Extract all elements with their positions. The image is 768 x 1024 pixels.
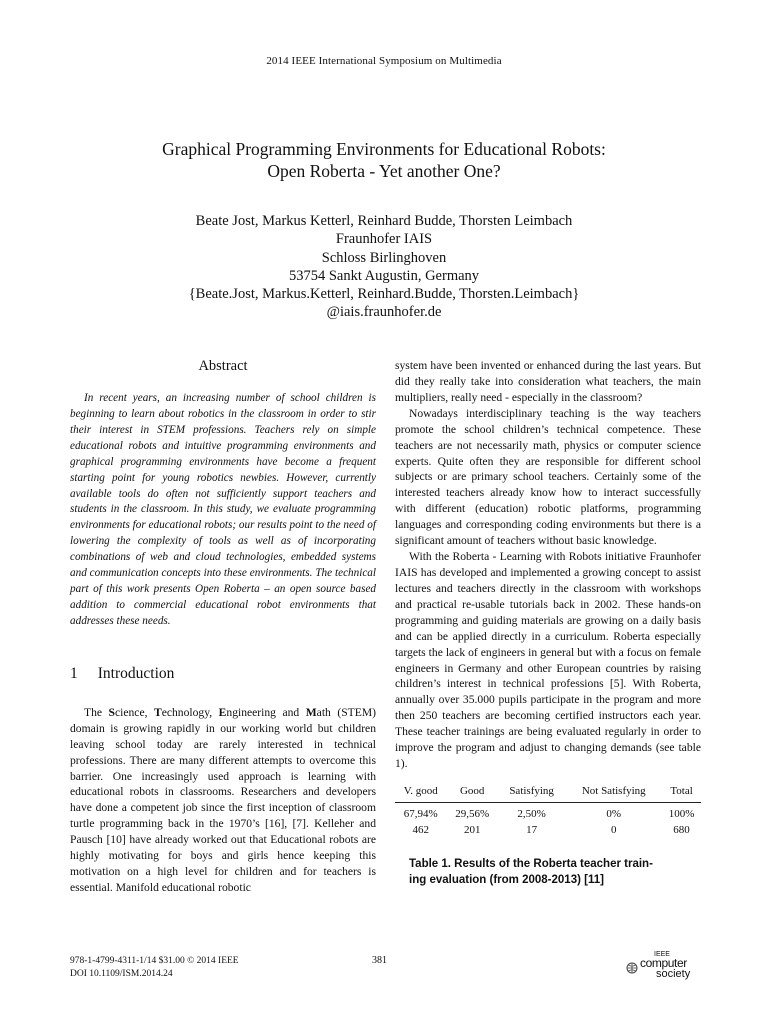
table-header-cell: Not Satisfying <box>581 784 646 797</box>
title-line-1: Graphical Programming Environments for Educational Robots: <box>162 139 606 159</box>
footer-isbn: 978-1-4799-4311-1/14 $31.00 © 2014 IEEE <box>70 956 239 966</box>
logo-globe-icon <box>626 962 638 974</box>
table-cell: 17 <box>526 823 538 836</box>
page-number: 381 <box>372 955 387 966</box>
address-line-1: Schloss Birlinghoven <box>321 249 447 266</box>
conference-header: 2014 IEEE International Symposium on Multimedia <box>266 55 502 67</box>
paragraph-roberta: With the Roberta - Learning with Robots initiative Fraunhofer IAIS has developed and implemented a growing concept to assist lectures and teachers directly in the classroom with workshops and practical re-usable tutorials back in 2002. These hands-on programming and guiding materials are growing on a daily basis and can be applied directly in a curriculum. Roberta especially targets the lack of engineers in general but with a focus on female engineers in Germany and other European countries by raising children’s interest in technical professions [5]. With Roberta, annually over 35.000 pupils participate in the program and more then 250 teachers are becoming certified instructors each year. These teacher trainings are being evaluated regularly in order to improve the program and adjust to changing demands (see table 1). <box>395 550 701 771</box>
footer-doi: DOI 10.1109/ISM.2014.24 <box>70 969 173 979</box>
paragraph-continued: system have been invented or enhanced during the last years. But did they really take into consideration what teachers, the main multipliers, really need - especially in the classroom? <box>395 359 701 404</box>
section-title: Introduction <box>97 664 175 682</box>
table-cell: 0 <box>611 823 617 836</box>
table-header-cell: Total <box>670 784 693 797</box>
table-header-cell: V. good <box>403 784 438 797</box>
abstract-text: In recent years, an increasing number of school children is beginning to learn about robotics in the classroom in order to stir their interest in STEM professions. Teachers rely on simple educational robots and intuitive programming environments and graphical programming environments have become a frequent starting point for young robotics newbies. However, currently available tools do often not sufficiently support teachers and students in the classroom. In this study, we evaluate programming environments for educational robots; our results point to the need of lowering the complexity of tools as well as of incorporating combinations of web and cloud technologies, embedded systems and communication concepts into these environments. The technical part of this work presents Open Roberta – an open source based addition to commercial educational robot environments that addresses these needs. <box>70 392 376 627</box>
address-line-2: 53754 Sankt Augustin, Germany <box>288 267 480 284</box>
introduction-heading <box>70 665 376 683</box>
footer-copyright <box>70 955 239 981</box>
table-row <box>395 802 701 822</box>
table-cell: 680 <box>673 823 690 836</box>
table-cell: 0% <box>565 802 662 822</box>
table-header-cell: Satisfying <box>509 784 554 797</box>
section-number: 1 <box>70 664 78 682</box>
table-cell: 462 <box>412 823 429 836</box>
right-column <box>395 358 701 888</box>
abstract-heading: Abstract <box>198 358 248 374</box>
email-domain: @iais.fraunhofer.de <box>326 304 442 321</box>
affiliation: Fraunhofer IAIS <box>335 231 433 248</box>
table-cell: 67,94% <box>395 802 447 822</box>
left-column <box>70 358 376 896</box>
title-line-2: Open Roberta - Yet another One? <box>267 161 501 181</box>
author-emails: {Beate.Jost, Markus.Ketterl, Reinhard.Budde, Thorsten.Leimbach} <box>188 286 580 303</box>
table-cell: 29,56% <box>447 802 498 822</box>
table-header-cell: Good <box>459 784 485 797</box>
authors: Beate Jost, Markus Ketterl, Reinhard Budde, Thorsten Leimbach <box>195 213 573 229</box>
paper-title <box>0 138 768 182</box>
results-table <box>395 783 701 838</box>
author-block <box>0 212 768 322</box>
intro-paragraph: The Science, Technology, Engineering and Math (STEM) domain is growing rapidly in our working world but children leaving school today are rarely interested in technical professions. There are many different attempts to overcome this barrier. One increasingly used approach is learning with educational robots in classrooms. Researchers and developers have done a competent job since the first inception of classroom turtle programming back in the 1970’s [16], [7]. Kelleher and Pausch [10] have already worked out that Educational robots are highly motivating for boys and girls hence keeping this motivation on a high level for children and for teachers is essential. Manifold educational robotic <box>70 705 376 894</box>
table-row <box>395 822 701 838</box>
table-cell: 201 <box>463 823 481 836</box>
paragraph-teachers: Nowadays interdisciplinary teaching is the way teachers promote the school children’s technical competence. These teachers are not necessarily math, physics or computer science experts. Quite often they are responsible for different school subjects or are primary school teachers. Certainly some of the interested teachers already know how to interact successfully with different (education) robotic platforms, programming languages and corresponding coding environments but there is a significant amount of teachers without basic knowledge. <box>395 406 701 548</box>
table-caption: Table 1. Results of the Roberta teacher train- ing evaluation (from 2008-2013) [11] <box>409 857 653 886</box>
ieee-computer-society-logo: IEEE computer society <box>626 950 696 982</box>
table-header-row <box>395 783 701 803</box>
table-cell: 100% <box>662 802 701 822</box>
table-cell: 2,50% <box>498 802 566 822</box>
